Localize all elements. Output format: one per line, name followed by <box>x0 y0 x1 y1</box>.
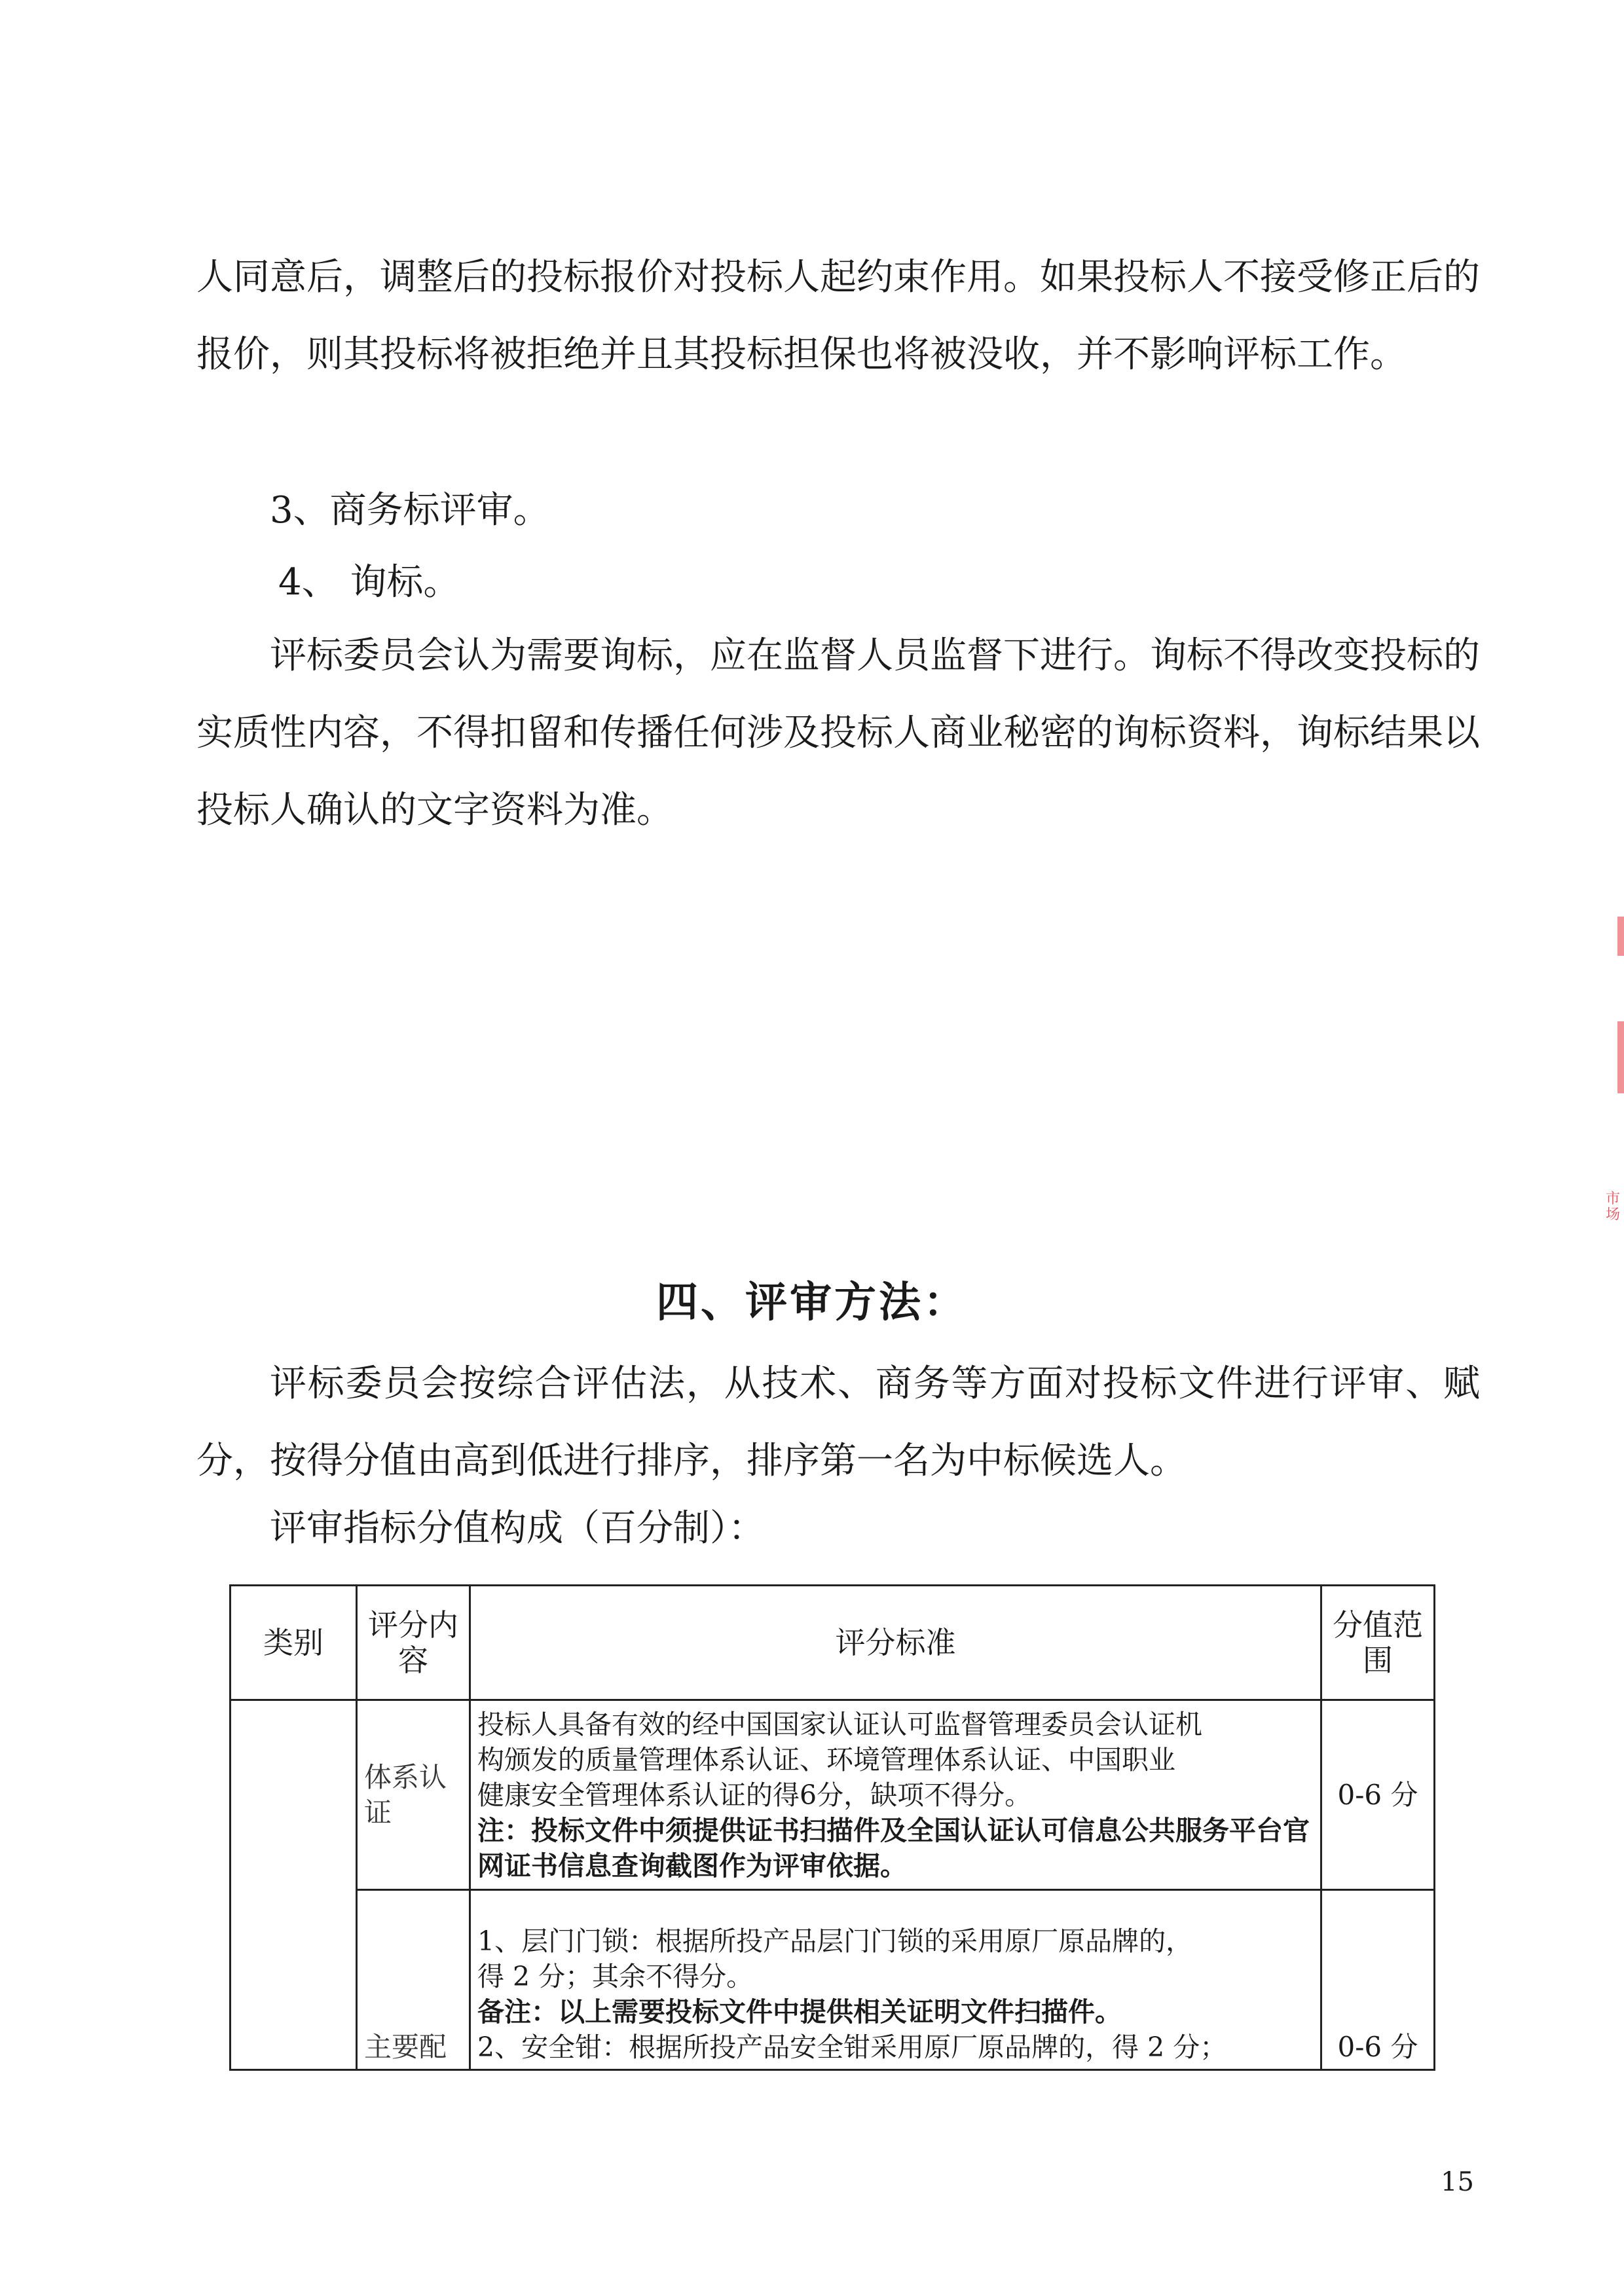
item-cell: 主要配 <box>357 1890 470 2070</box>
criteria-line: 1、层门门锁：根据所投产品层门门锁的采用原厂原品牌的， <box>477 1925 1193 1957</box>
seal-stamp-edge-2 <box>1617 1021 1624 1093</box>
paragraph-2: 评标委员会认为需要询标，应在监督人员监督下进行。询标不得改变投标的实质性内容，不得扣留和传播任何涉及投标人商业秘密的询标资料，询标结果以投标人确认的文字资料为准。 <box>196 634 1480 831</box>
table-row <box>231 1890 1435 2070</box>
criteria-line: 构颁发的质量管理体系认证、环境管理体系认证、中国职业 <box>477 1743 1175 1776</box>
criteria-line: 投标人具备有效的经中国国家认证认可监督管理委员会认证机 <box>477 1708 1202 1740</box>
header-item: 评分内容 <box>357 1586 470 1700</box>
category-cell <box>231 1700 357 2070</box>
criteria-cell <box>470 1700 1321 1890</box>
table-header-row <box>231 1586 1435 1700</box>
list-item-4: 4、 询标。 <box>278 561 460 604</box>
paragraph-3: 评标委员会按综合评估法，从技术、商务等方面对投标文件进行评审、赋分，按得分值由高到低进行排序，排序第一名为中标候选人。 <box>196 1362 1480 1482</box>
range-cell: 0-6 分 <box>1321 1890 1435 2070</box>
item-cell: 体系认证 <box>357 1700 470 1890</box>
criteria-note: 备注：以上需要投标文件中提供相关证明文件扫描件。 <box>477 1996 1122 2028</box>
seal-stamp-edge <box>1617 917 1624 956</box>
header-range: 分值范围 <box>1321 1586 1435 1700</box>
list-item-3: 3、商务标评审。 <box>270 489 550 532</box>
paragraph-4: 评审指标分值构成（百分制）： <box>270 1507 765 1550</box>
criteria-line: 健康安全管理体系认证的得6分，缺项不得分。 <box>477 1779 1032 1811</box>
paragraph-1: 人同意后，调整后的投标报价对投标人起约束作用。如果投标人不接受修正后的报价，则其投标将被拒绝并且其投标担保也将被没收，并不影响评标工作。 <box>196 256 1480 376</box>
criteria-line: 得 2 分；其余不得分。 <box>477 1961 754 1992</box>
seal-stamp-text: 市场 <box>1606 1191 1621 1223</box>
criteria-line: 2、安全钳：根据所投产品安全钳采用原厂原品牌的，得 2 分； <box>477 2032 1227 2063</box>
page-number: 15 <box>1441 2167 1474 2197</box>
header-criteria: 评分标准 <box>470 1586 1321 1700</box>
scoring-table <box>229 1584 1435 2071</box>
table-row <box>231 1700 1435 1890</box>
section-heading: 四、评审方法： <box>656 1278 968 1327</box>
criteria-cell <box>470 1890 1321 2070</box>
range-cell: 0-6 分 <box>1321 1700 1435 1890</box>
criteria-note: 注：投标文件中须提供证书扫描件及全国认证认可信息公共服务平台官网证书信息查询截图作为评审依据。 <box>477 1814 1310 1882</box>
header-category: 类别 <box>231 1586 357 1700</box>
